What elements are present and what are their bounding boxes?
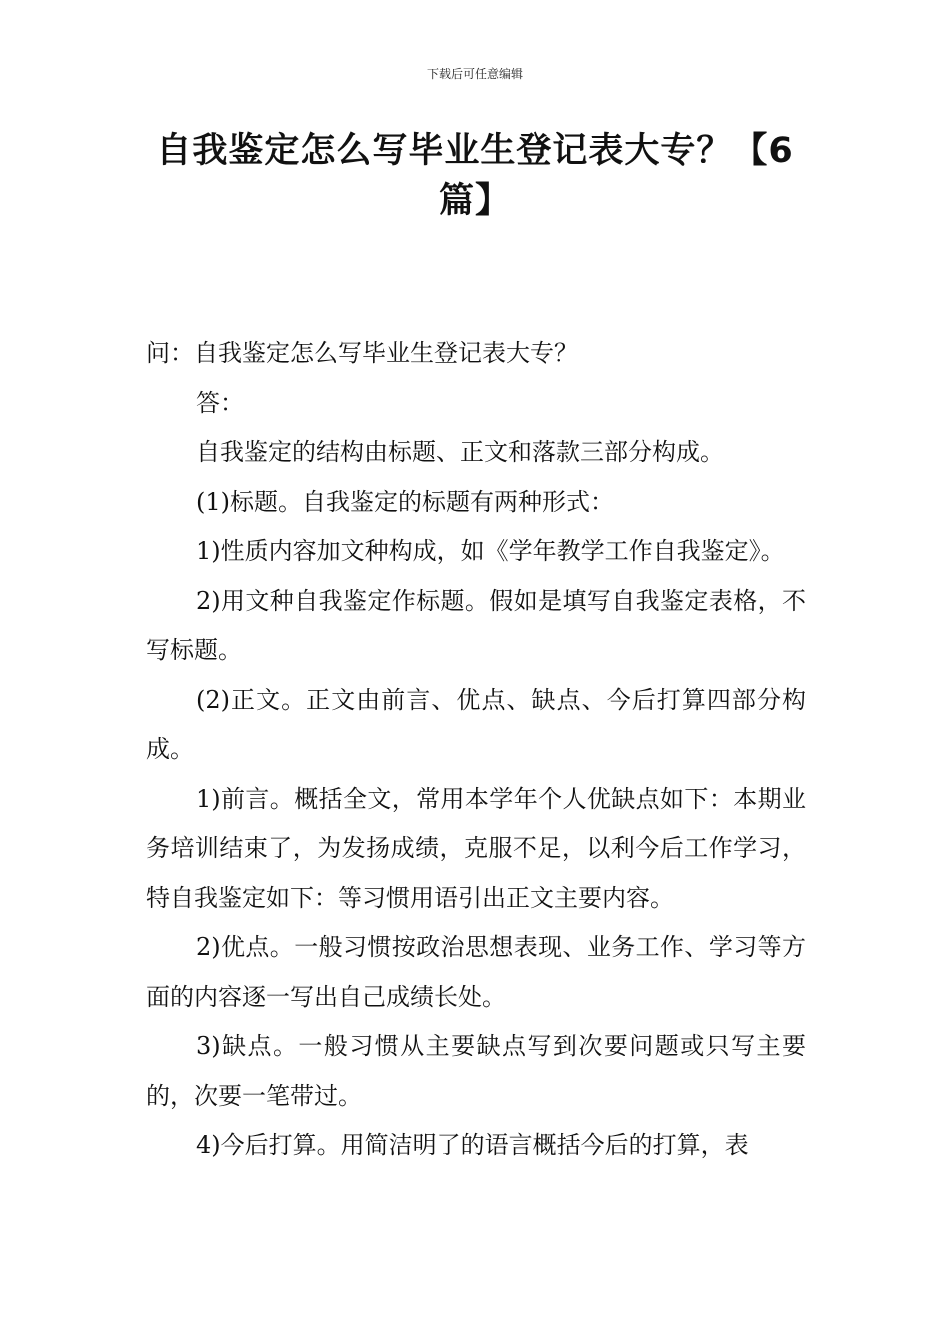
document-body xyxy=(146,329,806,1171)
paragraph-structure-intro: 自我鉴定的结构由标题、正文和落款三部分构成。 xyxy=(196,438,724,466)
paragraph-title-form-2: 2)用文种自我鉴定作标题。假如是填写自我鉴定表格，不写标题。 xyxy=(146,586,806,664)
paragraph-future-plans: 4)今后打算。用简洁明了的语言概括今后的打算，表 xyxy=(196,1131,749,1159)
paragraph-title-section: (1)标题。自我鉴定的标题有两种形式： xyxy=(196,487,614,516)
paragraph-preface: 1)前言。概括全文，常用本学年个人优缺点如下：本期业务培训结束了，为发扬成绩，克服不足，以利今后工作学习，特自我鉴定如下：等习惯用语引出正文主要内容。 xyxy=(146,784,806,912)
document-title: 自我鉴定怎么写毕业生登记表大专？【6篇】 xyxy=(156,131,794,221)
paragraph-question: 问：自我鉴定怎么写毕业生登记表大专？ xyxy=(146,339,578,367)
paragraph-answer-label: 答： xyxy=(196,388,244,417)
paragraph-title-form-1: 1)性质内容加文种构成，如《学年教学工作自我鉴定》。 xyxy=(196,537,785,565)
paragraph-strengths: 2)优点。一般习惯按政治思想表现、业务工作、学习等方面的内容逐一写出自己成绩长处。 xyxy=(146,933,806,1011)
paragraph-body-section: (2)正文。正文由前言、优点、缺点、今后打算四部分构成。 xyxy=(146,685,806,763)
header-note: 下载后可任意编辑 xyxy=(426,67,523,81)
paragraph-weaknesses: 3)缺点。一般习惯从主要缺点写到次要问题或只写主要的，次要一笔带过。 xyxy=(146,1032,806,1110)
